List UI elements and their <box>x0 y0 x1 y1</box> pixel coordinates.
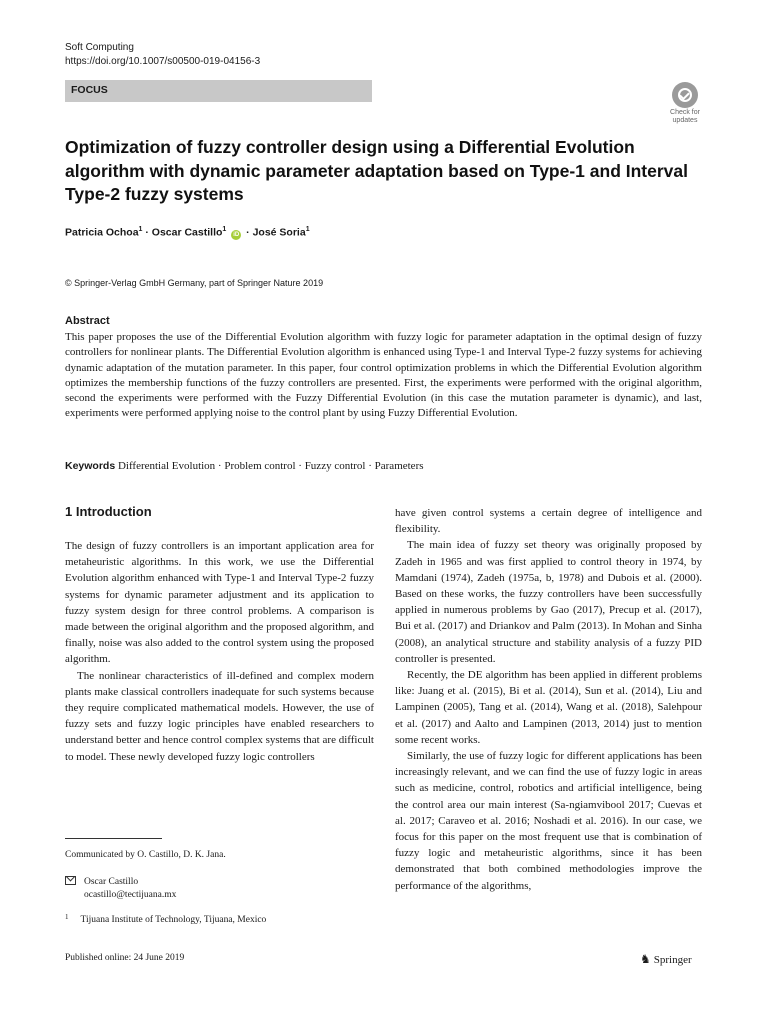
check-updates-icon <box>672 82 698 108</box>
author-name: Oscar Castillo <box>151 226 223 239</box>
paragraph: Similarly, the use of fuzzy logic for different applications has been increasingly relevant, and we can find the use of fuzzy logic in areas such as medicine, control, robotics and artificial intelligence, being the control area our main interest (Sa-ngiamvibool 2017; Cuevas et al. 2017; Caraveo et al. 2016; Noshadi et al. 2016). In our case, we focus for this paper on the most frequent use that is combination of fuzzy logic and metaheuristic algorithms, since it has been demonstrated that both combined methodologies improve the performance of the algorithms, <box>395 750 702 892</box>
paragraph: The main idea of fuzzy set theory was originally proposed by Zadeh in 1965 and was first applied to control theory in 1974, by Mamdani (1974), Zadeh (1975a, b, 1978) and Dubois et al. (2000). Based on these works, the fuzzy controllers have been successfully applied in numerous problems by Gao (2017), Precup et al. (2017), Bui et al. (2017) and Driankov and Palm (2013). In Mohan and Sinha (2008), an analytical structure and stability analysis of a fuzzy PID controller is presented. <box>395 539 702 665</box>
paragraph: The nonlinear characteristics of ill-defined and complex modern plants make classical controllers inadequate for such systems because they require complicated mathematical models. However, the use of fuzzy sets and fuzzy logic principles have enabled researchers to understand better and hence control complex systems that are difficult to model. These newly developed fuzzy logic controllers <box>65 669 374 763</box>
contact-email[interactable]: ocastillo@tectijuana.mx <box>84 890 177 900</box>
contact-name: Oscar Castillo <box>84 877 139 887</box>
affiliation-mark: 1 <box>305 226 310 233</box>
journal-header <box>65 41 260 69</box>
orcid-icon[interactable]: iD <box>233 231 240 238</box>
journal-name: Soft Computing <box>65 42 134 53</box>
communicated-by: Communicated by O. Castillo, D. K. Jana. <box>65 850 226 860</box>
check-updates-label-2: updates <box>672 117 698 124</box>
abstract-text: This paper proposes the use of the Differential Evolution algorithm with fuzzy logic for parameter adaptation in the optimal design of fuzzy controllers for nonlinear plants. The Differential Evolution algorithm is enhanced using Type-1 and Interval Type-2 fuzzy systems for achieving dynamic adaptation of the mutation parameter. In this paper, four control optimization problems in which the Differential Evolution algorithm optimizes the membership functions of the fuzzy controllers are presented. First, the experiments were performed with the original algorithm, second the experiments were performed with the Fuzzy Differential Evolution (in this case the mutation parameter is dynamic), and last, experiments were performed applying noise to the control plant by using Fuzzy Differential Evolution. <box>65 331 702 420</box>
corresponding-author <box>65 876 176 902</box>
check-for-updates-button[interactable] <box>664 82 706 125</box>
author-list <box>65 226 310 240</box>
footnote-divider <box>65 838 162 839</box>
affiliation-number: 1 <box>65 913 69 921</box>
publisher-logo <box>640 952 692 967</box>
paragraph: The design of fuzzy controllers is an important application area for metaheuristic algorithms. In this work, we use the Differential Evolution algorithm enhanced with Type-1 and Interval Type-2 fuzzy systems for dynamic parameter adjustment and its application to fuzzy system design for three control problems. A comparison is made between the original algorithm and the proposed algorithm, and finally, noise was also added to the control system using the proposed algorithm. <box>65 540 374 666</box>
right-column <box>395 505 702 894</box>
check-updates-label-1: Check for <box>670 109 700 116</box>
publisher-name: Springer <box>653 954 692 966</box>
abstract-heading: Abstract <box>65 315 110 327</box>
keywords-list: Differential Evolution · Problem control · Fuzzy control · Parameters <box>117 460 424 472</box>
keywords-label: Keywords <box>65 460 116 472</box>
author-separator: · <box>243 226 253 239</box>
left-column <box>65 538 374 765</box>
author-name: Patricia Ochoa <box>65 226 139 239</box>
copyright-notice: © Springer-Verlag GmbH Germany, part of Springer Nature 2019 <box>65 278 324 288</box>
section-bar <box>65 80 372 102</box>
affiliation-text: Tijuana Institute of Technology, Tijuana, Mexico <box>80 915 267 925</box>
affiliation <box>65 913 266 925</box>
envelope-icon <box>65 876 76 885</box>
published-date: Published online: 24 June 2019 <box>65 953 185 963</box>
affiliation-mark: 1 <box>138 226 143 233</box>
paper-title: Optimization of fuzzy controller design using a Differential Evolution algorithm with dynamic parameter adaptation based on Type-1 and Interval Type-2 fuzzy systems <box>65 137 689 204</box>
paragraph: have given control systems a certain degree of intelligence and flexibility. <box>395 507 702 536</box>
keywords <box>65 460 424 472</box>
section-heading: 1 Introduction <box>65 504 152 519</box>
author-name: José Soria <box>252 226 306 239</box>
author-separator: · <box>142 226 152 239</box>
affiliation-mark: 1 <box>222 226 227 233</box>
doi-link[interactable]: https://doi.org/10.1007/s00500-019-04156-3 <box>65 56 261 67</box>
paragraph: Recently, the DE algorithm has been applied in different problems like: Juang et al. (2015), Bi et al. (2014), Sun et al. (2014), Liu and Lampinen (2005), Tang et al. (2014), Wang et al. (2018), Salehpour et al. (2017) and Aalto and Lampinen (2013, 2014) just to mention some recent works. <box>395 669 702 746</box>
springer-horse-icon: ♞ <box>640 952 651 966</box>
section-label: FOCUS <box>71 84 108 96</box>
